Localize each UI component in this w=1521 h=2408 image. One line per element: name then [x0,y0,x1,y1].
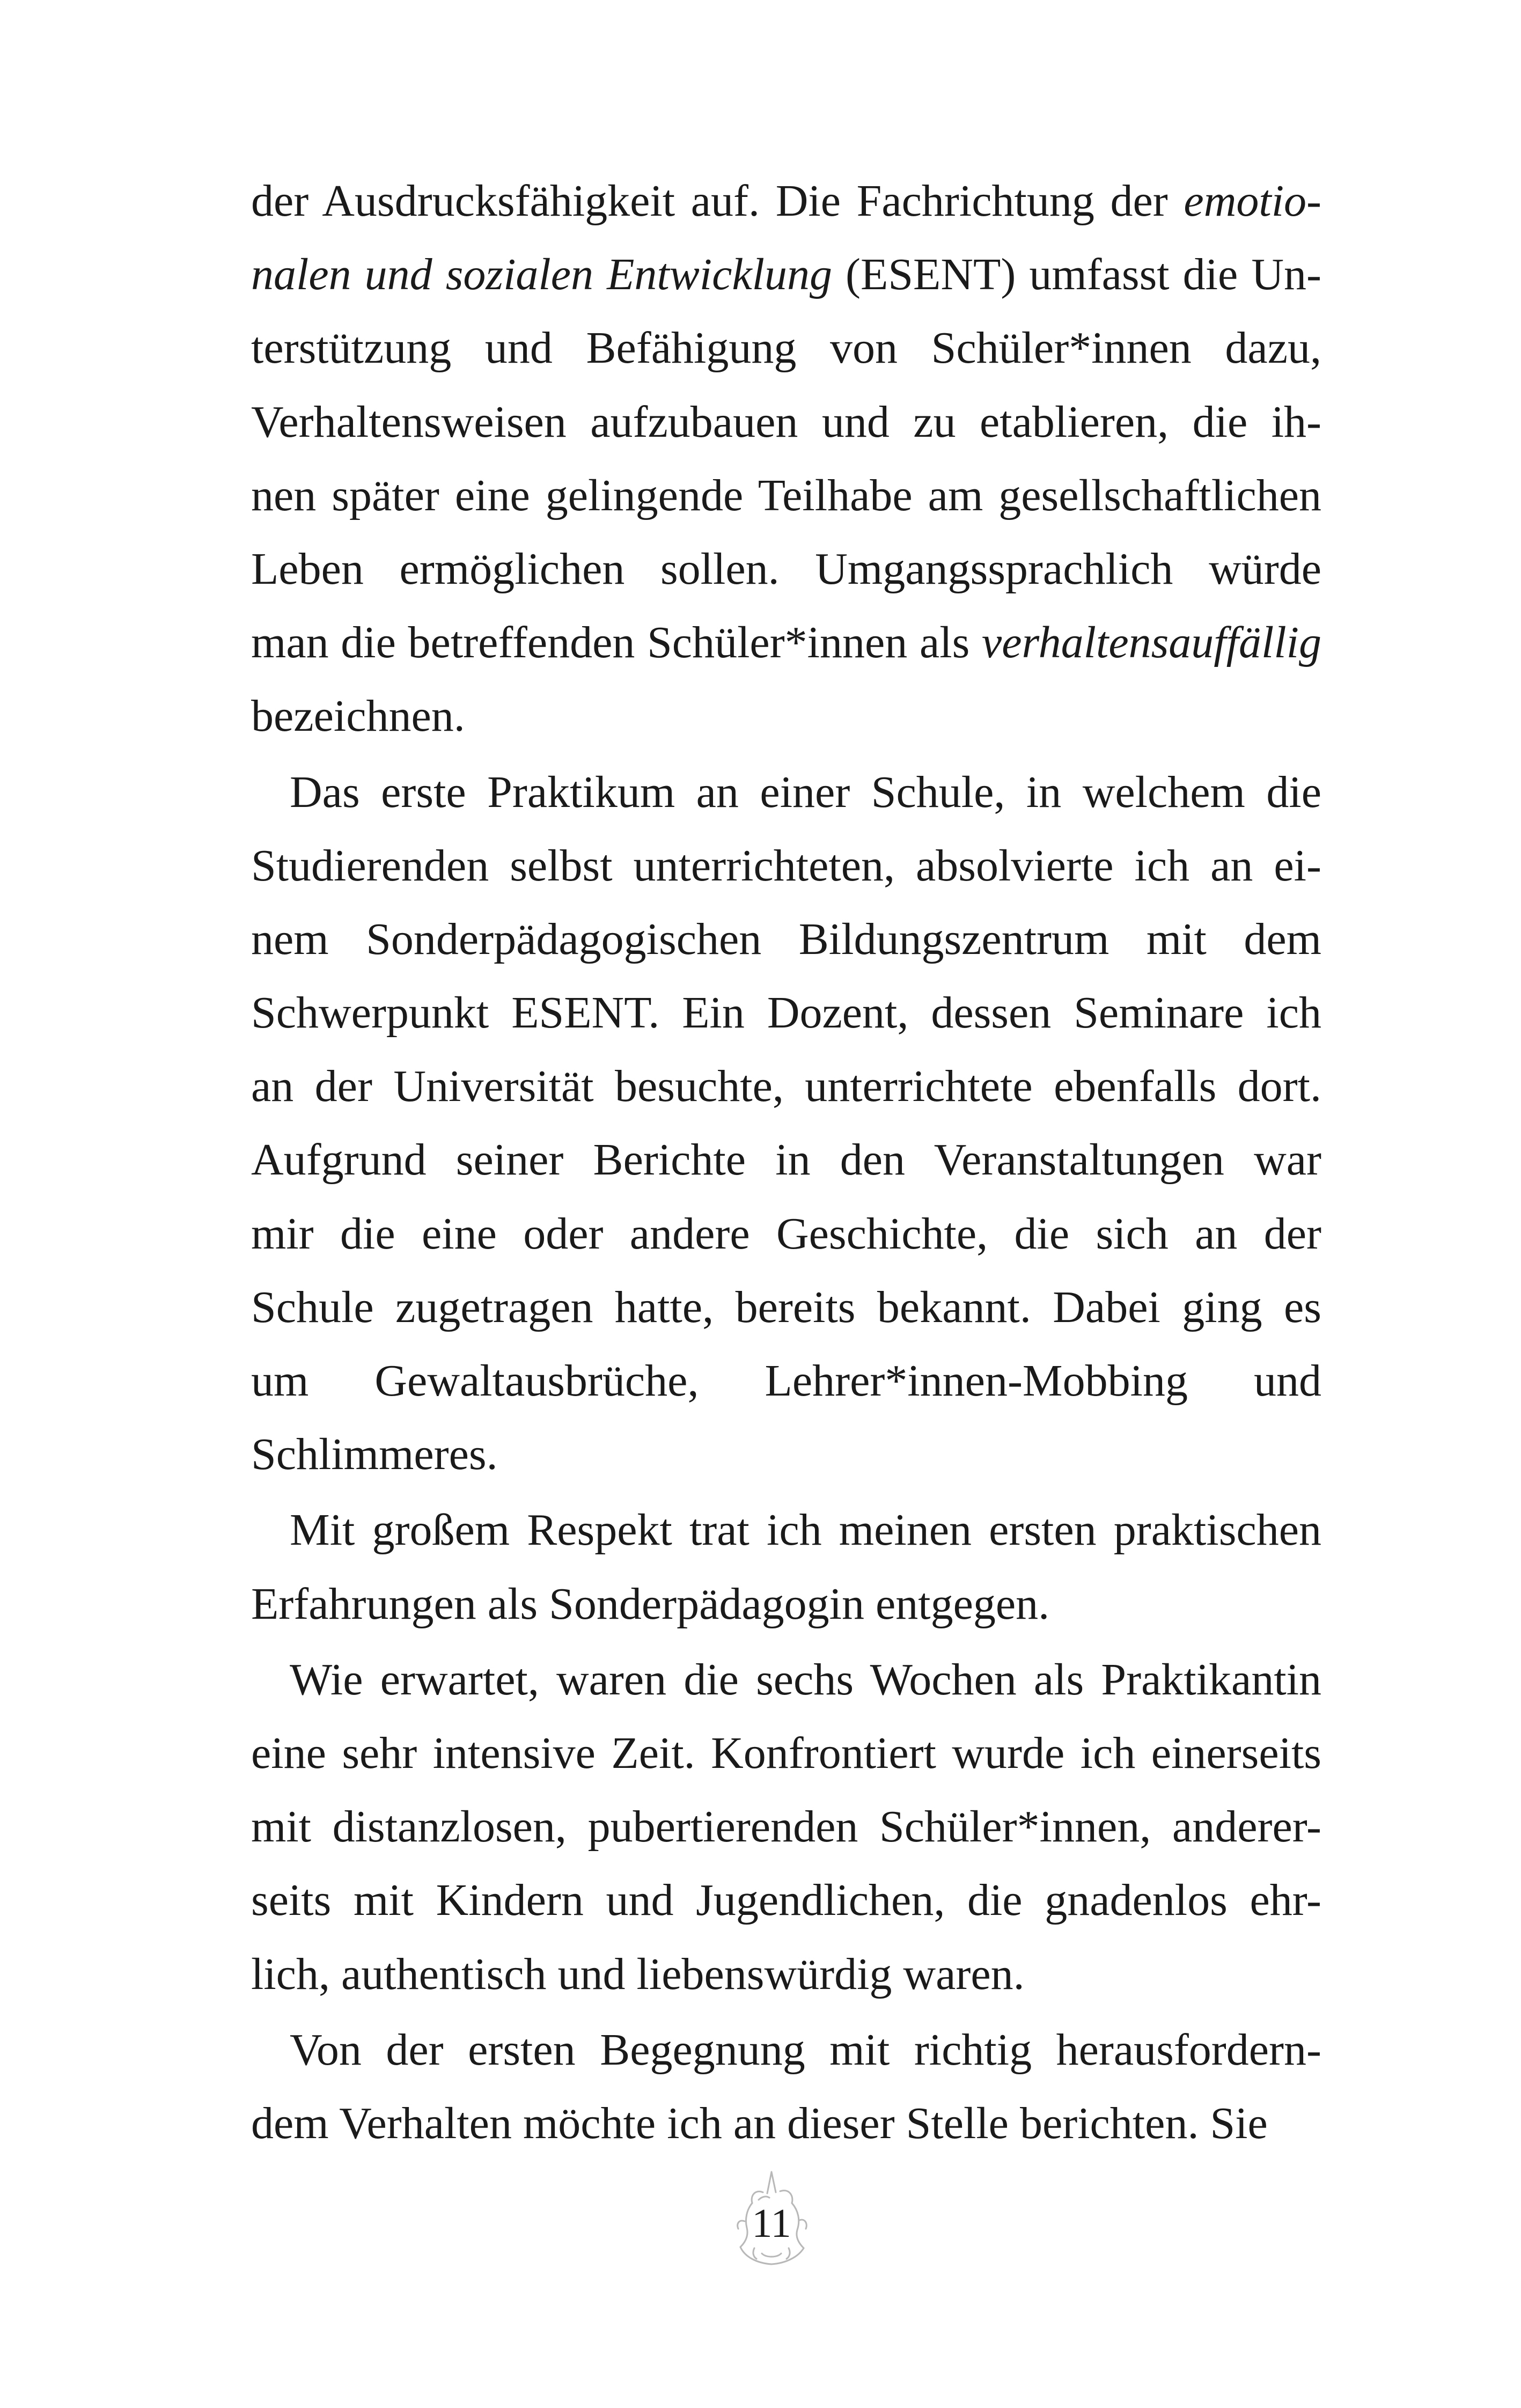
text-segment: (ESENT) umfasst die Un- [832,249,1321,300]
text-line [251,1123,1321,1196]
text-line [251,1643,1321,1716]
text-segment: Mit großem Respekt trat ich meinen ersten praktischen [290,1505,1321,1555]
text-segment: mir die eine oder andere Geschichte, die sich an der [251,1208,1321,1259]
paragraph [251,2013,1321,2160]
text-line [251,829,1321,902]
text-line [251,1418,1321,1491]
text-segment: Das erste Praktikum an einer Schule, in welchem die [290,767,1321,817]
text-line [251,1493,1321,1567]
paragraph [251,1643,1321,2011]
text-segment: Aufgrund seiner Berichte in den Veranstaltungen war [251,1135,1321,1185]
text-line [251,755,1321,829]
text-line [251,1863,1321,1937]
text-segment: an der Universität besuchte, unterrichtete ebenfalls dort. [251,1061,1321,1112]
text-segment: Verhaltensweisen aufzubauen und zu etablieren, die ih- [251,397,1321,447]
text-segment: Schlimmeres. [251,1429,498,1480]
text-segment: man die betreffenden Schüler*innen als [251,618,982,668]
text-segment: Erfahrungen als Sonderpädagogin entgegen. [251,1579,1050,1629]
text-segment: dem Verhalten möchte ich an dieser Stelle berichten. Sie [251,2098,1268,2148]
text-line [251,902,1321,976]
text-line [251,679,1321,753]
text-segment: Schule zugetragen hatte, bereits bekannt. Dabei ging es [251,1282,1321,1332]
text-segment: mit distanzlosen, pubertierenden Schüler*innen, anderer- [251,1802,1321,1852]
text-segment: Schwerpunkt ESENT. Ein Dozent, dessen Seminare ich [251,988,1321,1038]
text-line [251,2013,1321,2087]
text-line [251,1716,1321,1790]
text-segment: eine sehr intensive Zeit. Konfrontiert wurde ich einerseits [251,1728,1321,1778]
text-line [251,2087,1321,2160]
italic-text: nalen und sozialen Entwicklung [251,249,832,300]
text-segment: terstützung und Befähigung von Schüler*innen dazu, [251,323,1321,373]
text-line [251,1567,1321,1641]
page-footer [729,2168,814,2270]
italic-text: emotio- [1184,176,1321,226]
text-segment: Wie erwartet, waren die sechs Wochen als Praktikantin [290,1654,1321,1705]
text-line [251,164,1321,238]
text-segment: der Ausdrucksfähigkeit auf. Die Fachrichtung der [251,176,1184,226]
text-line [251,1790,1321,1863]
text-line [251,1271,1321,1344]
text-line [251,459,1321,532]
text-line [251,385,1321,459]
text-line [251,976,1321,1049]
text-segment: nem Sonderpädagogischen Bildungszentrum mit dem [251,914,1321,964]
paragraph [251,755,1321,1492]
page-number: 11 [752,2201,791,2246]
italic-text: verhaltensauffällig [981,618,1321,668]
text-line [251,1197,1321,1271]
text-line [251,311,1321,385]
text-segment: Leben ermöglichen sollen. Umgangssprachlich würde [251,544,1321,594]
text-line [251,1344,1321,1418]
text-line [251,606,1321,679]
text-segment: bezeichnen. [251,691,465,742]
text-segment: lich, authentisch und liebenswürdig waren. [251,1949,1025,1999]
text-segment: um Gewaltausbrüche, Lehrer*innen-Mobbing und [251,1356,1321,1406]
text-segment: Von der ersten Begegnung mit richtig herausfordern- [290,2024,1321,2075]
text-segment: Studierenden selbst unterrichteten, absolvierte ich an ei- [251,840,1321,891]
text-segment: nen später eine gelingende Teilhabe am gesellschaftlichen [251,470,1321,520]
paragraph [251,164,1321,753]
text-segment: seits mit Kindern und Jugendlichen, die gnadenlos ehr- [251,1875,1321,1926]
text-line [251,1937,1321,2011]
paragraph [251,1493,1321,1640]
text-line [251,238,1321,311]
text-line [251,1049,1321,1123]
page-body [251,164,1321,2160]
text-line [251,532,1321,606]
